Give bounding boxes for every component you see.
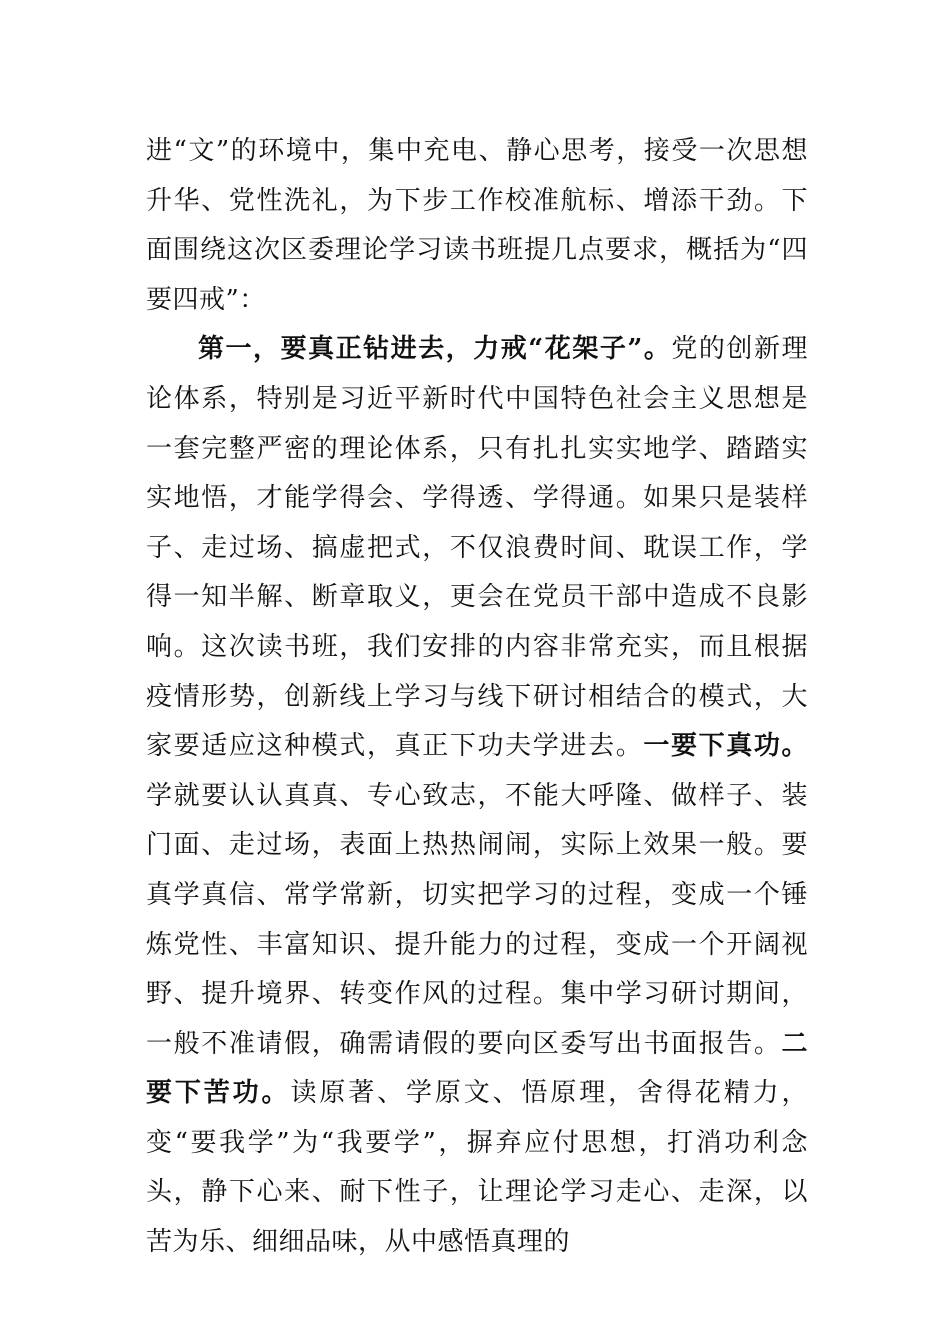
point-heading: 一要下真功。 [643,731,808,762]
section-heading: 第一，要真正钻进去，力戒“花架子”。 [198,334,672,365]
paragraph-text: 进“文”的环境中，集中充电、静心思考，接受一次思想升华、党性洗礼，为下步工作校准航标、增添干劲。下面围绕这次区委理论学习读书班提几点要求，概括为“四要四戒”： [146,136,808,315]
paragraph-continued [146,127,808,325]
paragraph-text: 学就要认认真真、专心致志，不能大呼隆、做样子、装门面、走过场，表面上热热闹闹，实际上效果一般。要真学真信、常学常新，切实把学习的过程，变成一个锤炼党性、丰富知识、提升能力的过程，变成一个开阔视野、提升境界、转变作风的过程。集中学习研讨期间，一般不准请假，确需请假的要向区委写出书面报告。 [146,780,808,1059]
paragraph-text: 读原著、学原文、悟原理，舍得花精力，变“要我学”为“我要学”，摒弃应付思想，打消功利念头，静下心来、耐下性子，让理论学习走心、走深，以苦为乐、细细品味，从中感悟真理的 [146,1078,808,1258]
document-body [146,127,808,1268]
paragraph-text: 党的创新理论体系，特别是习近平新时代中国特色社会主义思想是一套完整严密的理论体系，只有扎扎实实地学、踏踏实实地悟，才能学得会、学得透、学得通。如果只是装样子、走过场、搞虚把式，不仅浪费时间、耽误工作，学得一知半解、断章取义，更会在党员干部中造成不良影响。这次读书班，我们安排的内容非常充实，而且根据疫情形势，创新线上学习与线下研讨相结合的模式，大家要适应这种模式，真正下功夫学进去。 [146,334,808,762]
paragraph-requirement-one [146,325,808,1267]
point-heading: 二要下苦功。 [146,1028,808,1109]
